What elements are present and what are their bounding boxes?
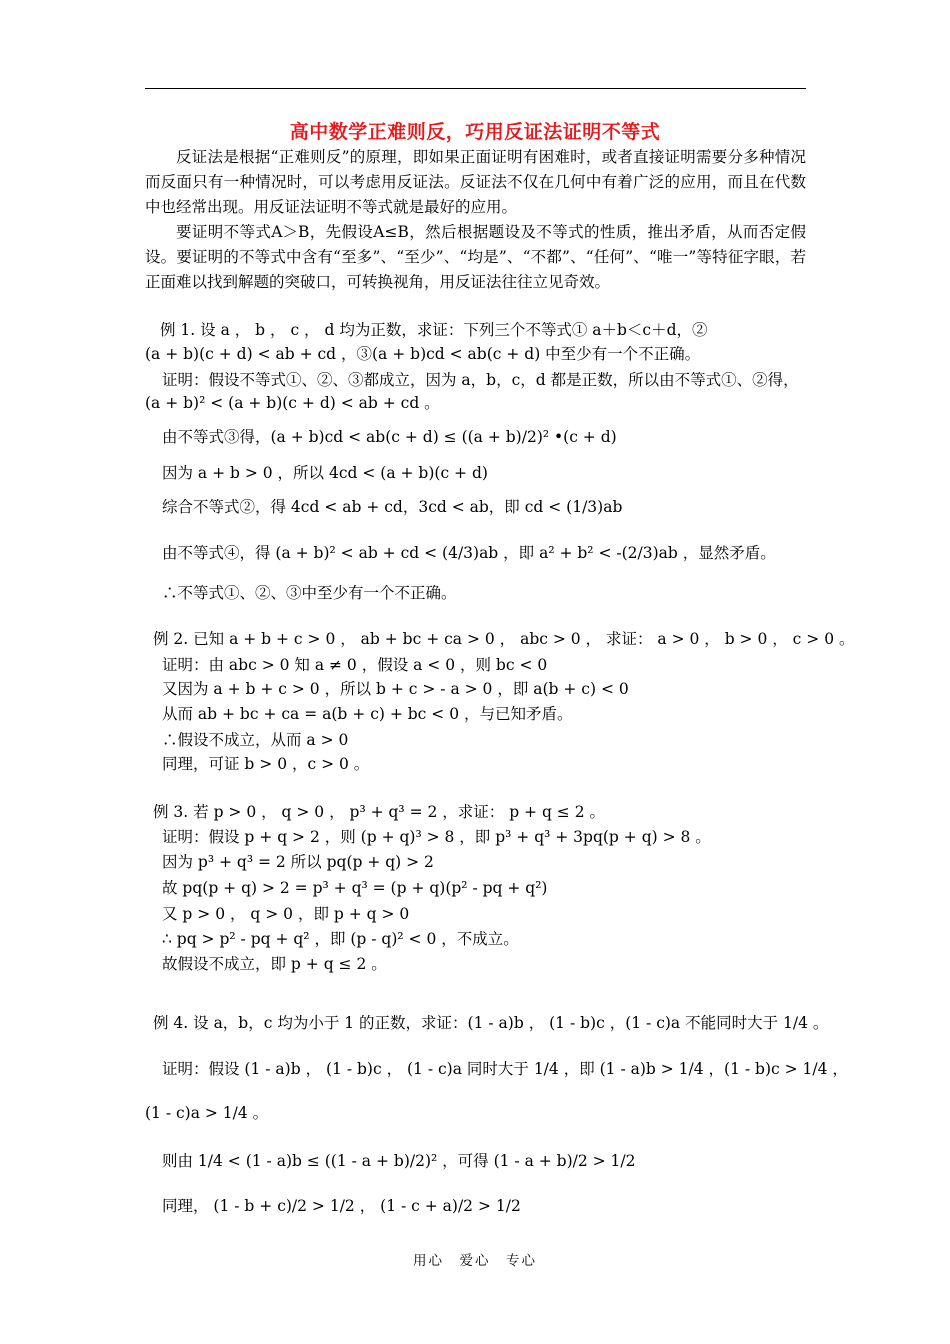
ex3-statement: 例 3. 若 p > 0 ， q > 0 ， p³ + q³ = 2 ，求证： p + q ≤ 2 。 (153, 803, 606, 821)
ex3-proof-3: 故 pq(p + q) > 2 = p³ + q³ = (p + q)(p² - pq + q²) (162, 879, 548, 897)
ex1-inequality-chain: (a + b)² < (a + b)(c + d) < ab + cd 。 (145, 394, 440, 412)
ex1-conclusion: ∴不等式①、②、③中至少有一个不正确。 (162, 584, 457, 602)
ex1-step-3: 综合不等式②，得 4cd < ab + cd，3cd < ab，即 cd < (1/3)ab (162, 498, 623, 516)
ex2-proof-3: 从而 ab + bc + ca = a(b + c) + bc < 0 ，与已知矛盾。 (162, 705, 573, 723)
ex4-proof-4: 同理， (1 - b + c)/2 > 1/2 ， (1 - c + a)/2 > 1/2 (162, 1197, 521, 1215)
intro-paragraph-1 (145, 145, 806, 220)
ex1-statement-cont: (a + b)(c + d) < ab + cd ，③(a + b)cd < ab(c + d) 中至少有一个不正确。 (145, 345, 701, 363)
ex4-statement: 例 4. 设 a，b，c 均为小于 1 的正数，求证：(1 - a)b ， (1 - b)c ，(1 - c)a 不能同时大于 1/4 。 (153, 1014, 829, 1032)
ex4-proof-2: (1 - c)a > 1/4 。 (145, 1104, 269, 1122)
ex3-proof-6: 故假设不成立，即 p + q ≤ 2 。 (162, 955, 387, 973)
ex3-proof-5: ∴ pq > p² - pq + q² ，即 (p - q)² < 0 ，不成立。 (162, 930, 519, 948)
page-title: 高中数学正难则反，巧用反证法证明不等式 (289, 121, 661, 143)
ex1-step-2: 因为 a + b > 0 ，所以 4cd < (a + b)(c + d) (162, 464, 488, 482)
ex2-proof-1: 证明：由 abc > 0 知 a ≠ 0 ，假设 a < 0 ，则 bc < 0 (162, 656, 548, 674)
header-rule (145, 88, 806, 89)
ex4-proof-1: 证明：假设 (1 - a)b ， (1 - b)c ， (1 - c)a 同时大于 1/4 ，即 (1 - a)b > 1/4 ，(1 - b)c > 1/4 ， (162, 1060, 848, 1078)
page-footer: 用心 爱心 专心 (413, 1253, 537, 1269)
intro-text-2: 要证明不等式A＞B，先假设A≤B，然后根据题设及不等式的性质，推出矛盾，从而否定假设。要证明的不等式中含有“至多”、“至少”、“均是”、“不都”、“任何”、“唯一”等特征字眼，若正面难以找到解题的突破口，可转换视角，用反证法往往立见奇效。 (145, 223, 806, 291)
ex2-proof-2: 又因为 a + b + c > 0 ，所以 b + c > - a > 0 ，即 a(b + c) < 0 (162, 680, 629, 698)
ex3-proof-1: 证明：假设 p + q > 2 ，则 (p + q)³ > 8 ，即 p³ + q³ + 3pq(p + q) > 8 。 (162, 828, 711, 846)
ex4-proof-3: 则由 1/4 < (1 - a)b ≤ ((1 - a + b)/2)² ，可得 (1 - a + b)/2 > 1/2 (162, 1152, 636, 1170)
ex3-proof-2: 因为 p³ + q³ = 2 所以 pq(p + q) > 2 (162, 853, 434, 871)
ex2-statement: 例 2. 已知 a + b + c > 0 ， ab + bc + ca > 0 ， abc > 0 ， 求证： a > 0 ， b > 0 ， c > 0 。 (153, 630, 855, 648)
ex1-step-1: 由不等式③得，(a + b)cd < ab(c + d) ≤ ((a + b)/2)² •(c + d) (162, 428, 617, 446)
ex1-statement: 例 1. 设 a ， b ， c ， d 均为正数，求证：下列三个不等式① a＋b＜c＋d，② (160, 321, 708, 339)
ex2-proof-5: 同理，可证 b > 0 ，c > 0 。 (162, 755, 370, 773)
ex3-proof-4: 又 p > 0 ， q > 0 ，即 p + q > 0 (162, 905, 410, 923)
intro-text-1: 反证法是根据“正难则反”的原理，即如果正面证明有困难时，或者直接证明需要分多种情况而反面只有一种情况时，可以考虑用反证法。反证法不仅在几何中有着广泛的应用，而且在代数中也经常出现。用反证法证明不等式就是最好的应用。 (145, 148, 806, 216)
intro-paragraph-2 (145, 220, 806, 295)
ex1-step-4: 由不等式④，得 (a + b)² < ab + cd < (4/3)ab ，即 a² + b² < -(2/3)ab ，显然矛盾。 (162, 544, 776, 562)
ex2-proof-4: ∴假设不成立，从而 a > 0 (162, 731, 349, 749)
ex1-proof-start: 证明：假设不等式①、②、③都成立，因为 a，b，c，d 都是正数，所以由不等式①、②得， (162, 371, 799, 389)
